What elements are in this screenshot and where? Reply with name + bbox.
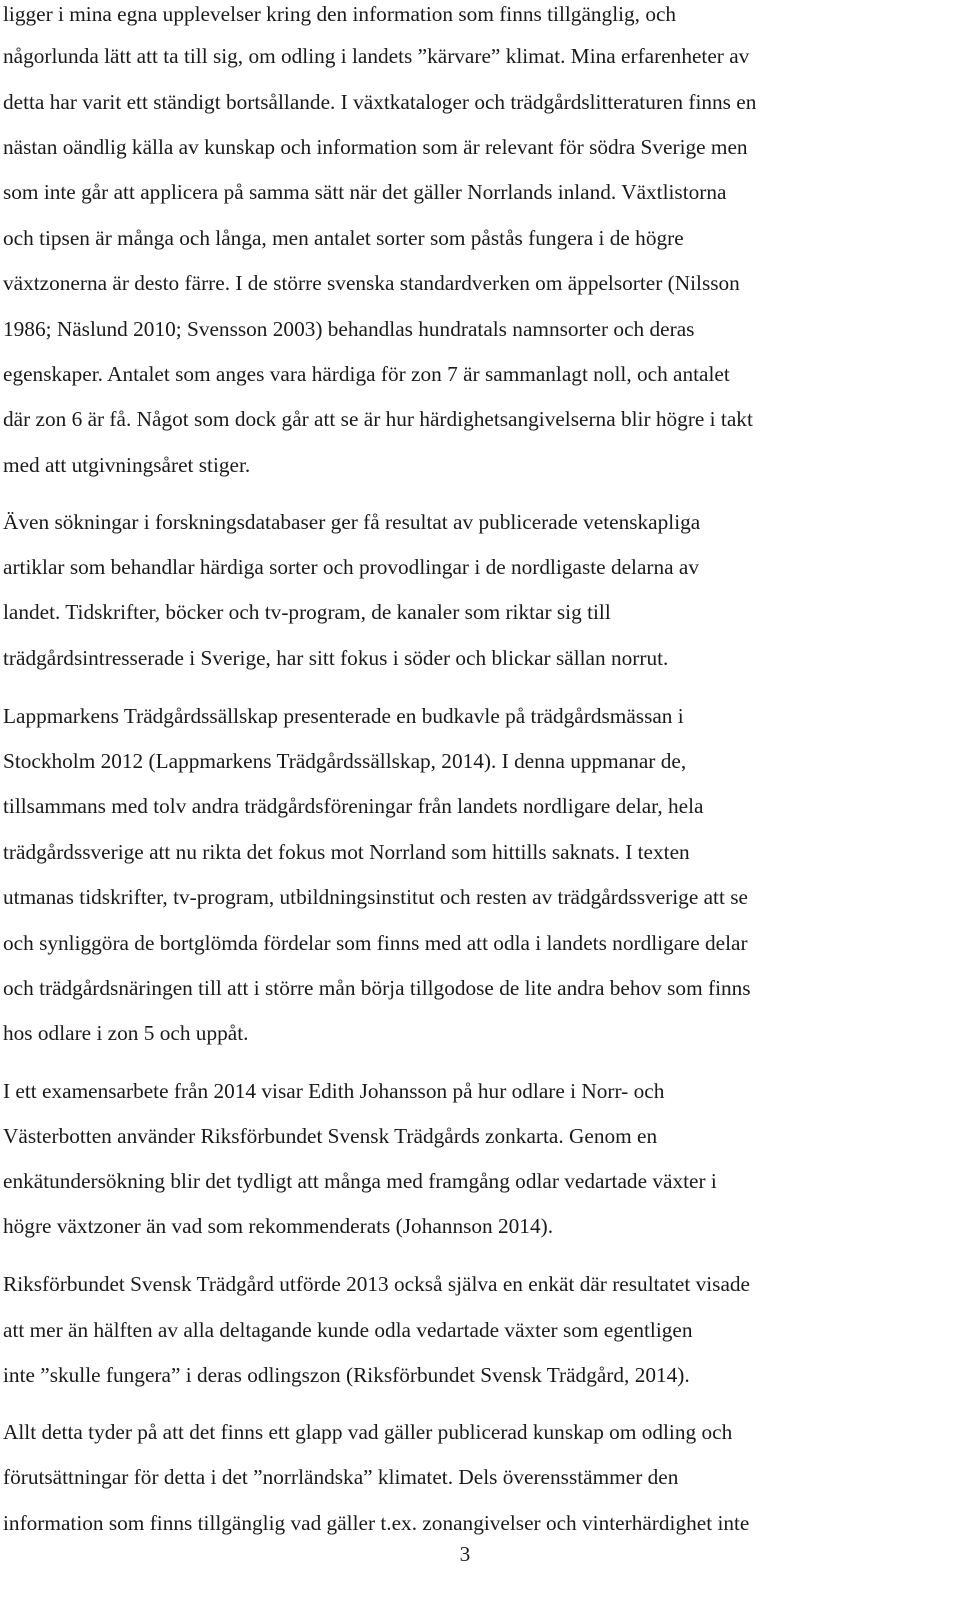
text-line: Riksförbundet Svensk Trädgård utförde 2013 också själva en enkät där resultatet visade: [3, 1272, 750, 1296]
text-line: detta har varit ett ständigt bortsållande. I växtkataloger och trädgårdslitteraturen finns en: [3, 90, 757, 114]
text-line: förutsättningar för detta i det ”norrländska” klimatet. Dels överensstämmer den: [3, 1465, 679, 1489]
text-line: växtzonerna är desto färre. I de större svenska standardverken om äppelsorter (Nilsson: [3, 271, 740, 295]
text-line: med att utgivningsåret stiger.: [3, 453, 251, 477]
text-line: trädgårdsintresserade i Sverige, har sitt fokus i söder och blickar sällan norrut.: [3, 646, 669, 670]
text-line: och tipsen är många och långa, men antalet sorter som påstås fungera i de högre: [3, 226, 684, 250]
text-line: I ett examensarbete från 2014 visar Edith Johansson på hur odlare i Norr- och: [3, 1079, 665, 1103]
text-line: som inte går att applicera på samma sätt när det gäller Norrlands inland. Växtlistorna: [3, 180, 727, 204]
text-line: tillsammans med tolv andra trädgårdsföreningar från landets nordligare delar, hela: [3, 794, 704, 818]
text-line: egenskaper. Antalet som anges vara härdiga för zon 7 är sammanlagt noll, och antalet: [3, 362, 730, 386]
page-number: 3: [459, 1542, 471, 1566]
text-line: hos odlare i zon 5 och uppåt.: [3, 1021, 249, 1045]
text-line: och trädgårdsnäringen till att i större mån börja tillgodose de lite andra behov som finns: [3, 976, 751, 1000]
text-line: Allt detta tyder på att det finns ett glapp vad gäller publicerad kunskap om odling och: [3, 1420, 733, 1444]
text-line: landet. Tidskrifter, böcker och tv-program, de kanaler som riktar sig till: [3, 600, 611, 624]
text-line: någorlunda lätt att ta till sig, om odling i landets ”kärvare” klimat. Mina erfarenheter av: [3, 44, 750, 68]
text-line: högre växtzoner än vad som rekommenderats (Johannson 2014).: [3, 1214, 554, 1238]
text-line: inte ”skulle fungera” i deras odlingszon (Riksförbundet Svensk Trädgård, 2014).: [3, 1363, 690, 1387]
text-line: information som finns tillgänglig vad gäller t.ex. zonangivelser och vinterhärdighet inte: [3, 1511, 750, 1535]
text-line: artiklar som behandlar härdiga sorter och provodlingar i de nordligaste delarna av: [3, 555, 700, 579]
text-line: där zon 6 är få. Något som dock går att se är hur härdighetsangivelserna blir högre i takt: [3, 407, 753, 431]
text-line: och synliggöra de bortglömda fördelar som finns med att odla i landets nordligare delar: [3, 931, 748, 955]
text-line: Västerbotten använder Riksförbundet Svensk Trädgårds zonkarta. Genom en: [3, 1124, 658, 1148]
text-line: 1986; Näslund 2010; Svensson 2003) behandlas hundratals namnsorter och deras: [3, 317, 695, 341]
text-line: trädgårdssverige att nu rikta det fokus mot Norrland som hittills saknats. I texten: [3, 840, 690, 864]
text-line: Även sökningar i forskningsdatabaser ger få resultat av publicerade vetenskapliga: [3, 510, 701, 534]
text-line: Lappmarkens Trädgårdssällskap presenterade en budkavle på trädgårdsmässan i: [3, 704, 684, 728]
text-line: att mer än hälften av alla deltagande kunde odla vedartade växter som egentligen: [3, 1318, 693, 1342]
text-line: enkätundersökning blir det tydligt att många med framgång odlar vedartade växter i: [3, 1169, 717, 1193]
text-line: Stockholm 2012 (Lappmarkens Trädgårdssällskap, 2014). I denna uppmanar de,: [3, 749, 687, 773]
text-line: ligger i mina egna upplevelser kring den information som finns tillgänglig, och: [3, 2, 677, 26]
text-line: utmanas tidskrifter, tv-program, utbildningsinstitut och resten av trädgårdssverige att se: [3, 885, 748, 909]
text-line: nästan oändlig källa av kunskap och information som är relevant för södra Sverige men: [3, 135, 748, 159]
